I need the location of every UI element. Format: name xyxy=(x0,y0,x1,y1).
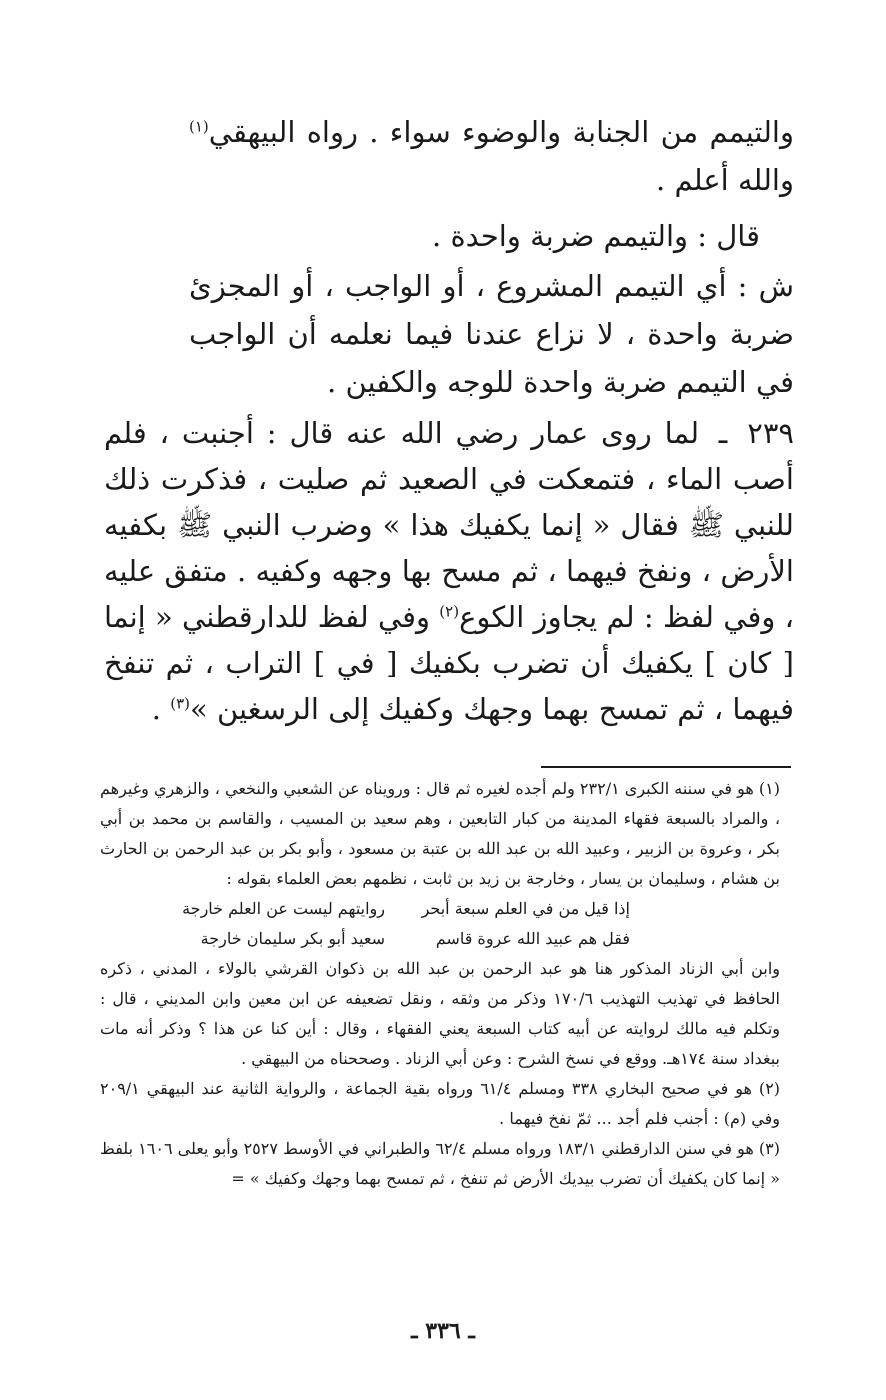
paragraph-tayammum-janaba xyxy=(189,108,794,204)
page-number: ـ ٣٣٦ ـ xyxy=(411,1318,475,1344)
hemistich-1a: إذا قيل من في العلم سبعة أبحر xyxy=(421,899,630,918)
footnote-2: (٢) هو في صحيح البخاري ٣٣٨ ومسلم ٦١/٤ ورواه بقية الجماعة ، والرواية الثانية عند البيهقي ٢٠٩/١ وفي (م) : أجنب فلم أجد ... ثمّ نفخ فيهما . xyxy=(100,1079,781,1128)
hadith-number: ٢٣٩ xyxy=(747,416,795,450)
footnote-separator xyxy=(541,766,791,768)
poem xyxy=(140,894,660,954)
footnote-1-continued: وابن أبي الزناد المذكور هنا هو عبد الرحمن بن عبد الله بن ذكوان القرشي بالولاء ، المدني ، ذكره الحافظ في تهذيب التهذيب ١٧٠/٦ وذكر من وثقه ، ونقل تضعيفه عن ابن معين وابن المديني ، قال : وتكلم فيه مالك لروايته عن أبيه كتاب السبعة يعني الفقهاء ، وقال : أين كنا عن هذا ؟ وذكر أنه مات ببغداد سنة ١٧٤هـ. ووقع في نسخ الشرح : وعن أبي الزناد . وصححناه من البيهقي . xyxy=(100,959,780,1068)
paragraph-text: والتيمم من الجنابة والوضوء سواء . رواه البيهقي xyxy=(208,115,794,149)
footnote-ref-3: (٣) xyxy=(170,694,191,713)
poem-verse-2 xyxy=(140,924,660,954)
main-text xyxy=(189,108,794,414)
hemistich-2a: فقل هم عبيد الله عروة قاسم xyxy=(435,929,630,948)
footnote-1: (١) هو في سننه الكبرى ٢٣٢/١ ولم أجده لغيره ثم قال : ورويناه عن الشعبي والنخعي ، والزهري وغيرهم ، والمراد بالسبعة فقهاء المدينة من كبار التابعين ، وهم سعيد بن المسيب ، والقاسم بن محمد بن أبي بكر ، وعروة بن الزبير ، وعبيد الله بن عبد الله بن عتبة بن مسعود ، وأبو بكر بن عبد الرحمن بن الحارث بن هشام ، وسليمان بن يسار ، وخارجة بن زيد بن ثابت ، نظمهم بعض العلماء بقوله : xyxy=(100,779,780,888)
hadith-text: لما روى عمار رضي الله عنه قال : أجنبت ، فلم أصب الماء ، فتمعكت في الصعيد ثم صليت ، فذكرت ذلك للنبي ﷺ فقال « إنما يكفيك هذا » وضرب النبي ﷺ بكفيه الأرض ، ونفخ فيهما ، ثم مسح بها وجهه وكفيه . متفق عليه ، وفي لفظ : لم يجاوز الكوع xyxy=(104,416,794,634)
hadith-text-end: . xyxy=(151,692,171,726)
hemistich-2b: سعيد أبو بكر سليمان خارجة xyxy=(200,929,385,948)
hadith-text-daraqutni: وفي لفظ للدارقطني « إنما [ كان ] يكفيك أن تضرب بكفيك [ في ] التراب ، ثم تنفخ فيهما ، ثم تمسح بهما وجهك وكفيك إلى الرسغين » xyxy=(104,600,794,726)
hadith-dash: ـ xyxy=(718,416,728,450)
footnote-3: (٣) هو في سنن الدارقطني ١٨٣/١ ورواه مسلم ٦٢/٤ والطبراني في الأوسط ٢٥٢٧ وأبو يعلى ١٦٠٦ بلفظ « إنما كان يكفيك أن تضرب بيديك الأرض ثم تنفخ ، ثم تمسح بهما وجهك وكفيك » = xyxy=(100,1139,781,1188)
footnote-ref-2: (٢) xyxy=(439,602,460,621)
hadith-239 xyxy=(104,410,794,732)
sharh-paragraph: ش : أي التيمم المشروع ، أو الواجب ، أو المجزئ ضربة واحدة ، لا نزاع عندنا فيما نعلمه أن الواجب في التيمم ضربة واحدة للوجه والكفين . xyxy=(189,269,794,399)
footnotes xyxy=(100,774,780,1194)
footnote-ref-1: (١) xyxy=(189,117,209,136)
hemistich-1b: روايتهم ليست عن العلم خارجة xyxy=(182,899,385,918)
paragraph-text-end: والله أعلم . xyxy=(656,163,794,197)
poem-verse-1 xyxy=(140,894,660,924)
matn-qala: قال : والتيمم ضربة واحدة . xyxy=(432,219,760,253)
